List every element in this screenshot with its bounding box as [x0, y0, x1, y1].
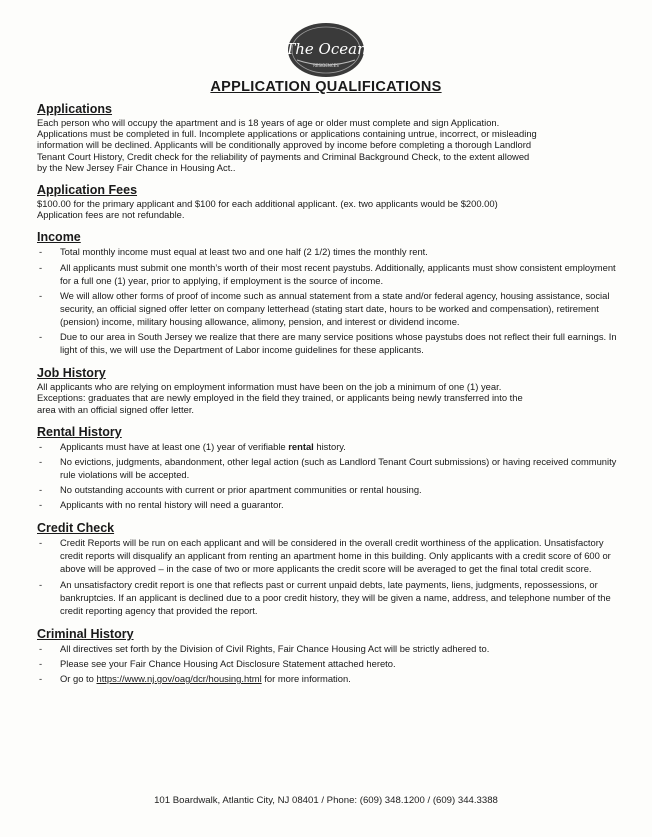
credit-heading: Credit Check: [37, 521, 115, 536]
credit-list: [37, 536, 629, 617]
list-item: - An unsatisfactory credit report is one that reflects past or current unpaid debts, late payments, liens, judgments, repossessions, or bankruptcies. If an applicant is declined due to a poor credit history, they will be given a name, address, and telephone number of the credit reporting agency that provided the report.: [39, 578, 611, 616]
page-title: APPLICATION QUALIFICATIONS: [210, 79, 442, 95]
list-item: - Applicants must have at least one (1) year of verifiable rental history.: [39, 440, 346, 452]
housing-link[interactable]: https://www.nj.gov/oag/dcr/housing.html: [96, 673, 262, 684]
income-section: [37, 230, 629, 356]
job-line: area with an official signed offer letter.: [37, 403, 195, 415]
applications-section: [37, 102, 629, 173]
job-section: [37, 366, 629, 415]
fees-section: [37, 183, 629, 220]
income-heading: Income: [37, 230, 81, 245]
criminal-list: [37, 642, 629, 685]
income-list: [37, 245, 629, 356]
list-item: - Due to our area in South Jersey we realize that there are many service positions whose paystubs does not reflect their full earnings. In light of this, we will use the Department of Labor income guidelines for these applicants.: [39, 330, 617, 356]
credit-section: [37, 521, 629, 617]
list-item: - Please see your Fair Chance Housing Act Disclosure Statement attached hereto.: [39, 657, 396, 669]
list-item: - All applicants must submit one month’s worth of their most recent paystubs. Additionally, applicants must show consistent employment for a full one (1) year, prior to applying, if employment is the source of income.: [39, 261, 616, 286]
list-item: - Or go to https://www.nj.gov/oag/dcr/housing.html for more information.: [39, 673, 351, 684]
footer-address: 101 Boardwalk, Atlantic City, NJ 08401 / Phone: (609) 348.1200 / (609) 344.3388: [154, 795, 498, 806]
job-line: Exceptions: graduates that are newly employed in the field they trained, or applicants being newly transferred into the: [37, 392, 523, 404]
job-line: All applicants who are relying on employment information must have been on the job a minimum of one (1) year.: [37, 381, 502, 393]
criminal-section: [37, 627, 629, 685]
logo-emblem-icon: [285, 20, 367, 80]
list-item: - No outstanding accounts with current or prior apartment communities or rental housing.: [39, 484, 422, 496]
rental-list: [37, 440, 629, 511]
rental-heading: Rental History: [37, 424, 122, 439]
applications-line: Tenant Court History, Credit check for the reliability of payments and Criminal Background Check, to the extent allowed: [37, 150, 530, 162]
applications-line: Applications must be completed in full. Incomplete applications or applications containing untrue, incorrect, or misleading: [37, 128, 537, 140]
fees-heading: Application Fees: [37, 183, 138, 198]
list-item: - Applicants with no rental history will need a guarantor.: [39, 499, 284, 511]
list-item: - No evictions, judgments, abandonment, other legal action (such as Landlord Tenant Court submissions) or having received community rule violations will be accepted.: [39, 455, 617, 480]
applications-line: by the New Jersey Fair Chance in Housing Act..: [37, 161, 236, 173]
logo-wordmark: The Ocean: [285, 40, 367, 58]
list-item: - We will allow other forms of proof of income such as annual statement from a state and/or federal agency, housing assistance, social security, an official signed offer letter on company letterhead (stating start date, hours to be worked and compensation), retirement (pension) income, military housing allowance, alimony, pension, and interest or dividend income.: [39, 289, 610, 327]
applications-heading: Applications: [37, 102, 113, 116]
rental-section: [37, 425, 629, 511]
applications-line: information will be declined. Applicants will be conditionally approved by income before completing a thorough Landlord: [37, 139, 532, 151]
list-item: - Total monthly income must equal at least two and one half (2 1/2) times the monthly rent.: [39, 246, 428, 258]
content: [37, 102, 629, 692]
applications-line: Each person who will occupy the apartment and is 18 years of age or older must complete and sign Application.: [37, 117, 500, 128]
criminal-heading: Criminal History: [37, 626, 134, 641]
list-item: - Credit Reports will be run on each applicant and will be considered in the overall credit worthiness of the application. Unsatisfactory credit reports will disqualify an applicant from renting an apartment home in this building. Only applicants with a credit score of 600 or above will be approved – in the case of two or more applicants the credit score will be averaged to get the final total credit score.: [39, 537, 611, 575]
fees-line: $100.00 for the primary applicant and $100 for each additional applicant. (ex. two applicants would be $200.00): [37, 198, 498, 210]
job-heading: Job History: [37, 366, 106, 381]
logo-subtext: RESIDENCES: [313, 63, 339, 68]
ocean-logo: [285, 20, 367, 80]
fees-line: Application fees are not refundable.: [37, 209, 185, 221]
list-item: - All directives set forth by the Division of Civil Rights, Fair Chance Housing Act will be strictly adhered to.: [39, 642, 490, 654]
